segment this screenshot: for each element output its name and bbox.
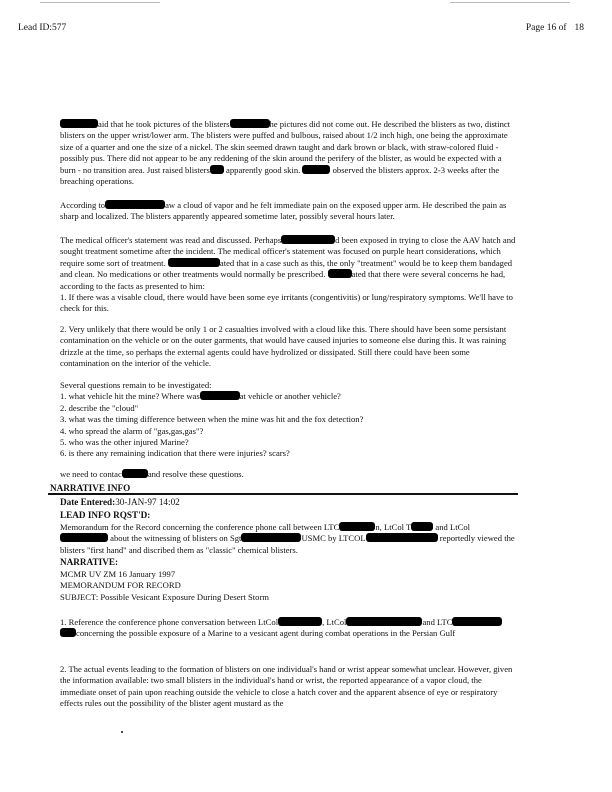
redaction bbox=[452, 617, 502, 626]
redaction bbox=[302, 165, 330, 174]
list-item: 4. who spread the alarm of "gas,gas,gas"? bbox=[60, 425, 204, 436]
section-title-narrative-info: NARRATIVE INFO bbox=[50, 483, 131, 493]
list-item: 1. what vehicle hit the mine? Where was at vehicle or another vehicle? bbox=[60, 391, 341, 402]
scan-edge-line bbox=[40, 2, 160, 3]
redaction bbox=[168, 258, 220, 267]
memo-header-line: SUBJECT: Possible Vesicant Exposure During Desert Storm bbox=[60, 591, 269, 602]
memo-header-line: MCMR UV ZM 16 January 1997 bbox=[60, 568, 176, 579]
redaction bbox=[241, 533, 301, 542]
paragraph-closing: we need to contac and resolve these questions. bbox=[60, 469, 244, 479]
redaction bbox=[200, 391, 240, 400]
redaction bbox=[60, 628, 76, 637]
questions-list bbox=[60, 380, 518, 460]
page-label: Page 16 of bbox=[525, 23, 567, 33]
redaction bbox=[122, 469, 148, 478]
scan-speck bbox=[121, 731, 123, 733]
paragraph-vapor-cloud: According to aw a cloud of vapor and he felt immediate pain on the exposed upper arm. He described the pain as sharp and localized. The blisters apparently appeared sometime later, possibly several hours later. bbox=[60, 200, 507, 222]
redaction bbox=[281, 235, 335, 244]
redaction bbox=[60, 533, 108, 542]
redaction bbox=[366, 533, 438, 542]
lead-info-requested: LEAD INFO RQST'D: bbox=[60, 509, 151, 520]
list-item: 3. what was the timing difference between when the mine was hit and the fox detection? bbox=[60, 414, 364, 425]
questions-intro: Several questions remain to be investigated: bbox=[60, 380, 212, 390]
date-entered: Date Entered:30-JAN-97 14:02 bbox=[60, 497, 180, 507]
narrative-section bbox=[60, 496, 518, 603]
paragraph-blister-description: aid that he took pictures of the blisters he pictures did not come out. He described the blisters as two, distinct blisters on the upper wrist/lower arm. The blisters were puffed and bulbous, raised about 1/2 inch high, one being the approximate size of a quarter and one the size of a nickel. The skin seemed drawn taught and dark brown or black, with straw-colored fluid - possibly pus. There did not appear to be any reddening of the skin around the perifery of the blister, as would be expected with a burn - no transition area. Just raised blisters apparently good skin. observed the blisters approx. 2-3 weeks after the breaching operations. bbox=[60, 119, 511, 187]
page-number bbox=[526, 23, 584, 33]
narrative-label: NARRATIVE: bbox=[60, 557, 119, 568]
paragraph-actual-events: 2. The actual events leading to the formation of blisters on one individual's hand or wrist appear somewhat unclear. However, given the information available: two small blisters in the individual's hand or wrist, the reported appearance of a vapor cloud, the immediate onset of pain upon reaching outside the vehicle to close a hatch cover and the apparent absence of eye or respiratory effects rules out the possibility of the blister agent mustard as the bbox=[60, 664, 513, 709]
paragraph-medical-officer: The medical officer's statement was read and discussed. Perhaps d been exposed in trying to close the AAV hatch and sought treatment sometime after the incident. The medical officer's statement was focused on purple heart considerations, which require some sort of treatment. ated that in a case such as this, the only "treatment" would be to keep them bandaged and clean. No medications or other treatments would normally be prescribed. ated that there were several concerns he had, according to the facts as presented to him: 1. If there was a visable cloud, there would have been some eye irritants (congentivitis) or lung/respiratory symptoms. We'll have to check for this. bbox=[60, 235, 516, 314]
redaction bbox=[230, 119, 270, 128]
redaction bbox=[339, 522, 375, 531]
redaction bbox=[411, 522, 433, 531]
list-item: 6. is there any remaining indication that there were injuries? scars? bbox=[60, 448, 290, 459]
page-total: 18 bbox=[574, 23, 584, 33]
redaction bbox=[346, 617, 422, 626]
redaction bbox=[60, 119, 98, 128]
redaction bbox=[328, 269, 352, 278]
scan-edge-line bbox=[450, 2, 570, 3]
memo-header-line: MEMORANDUM FOR RECORD bbox=[60, 580, 181, 591]
redaction bbox=[210, 165, 224, 174]
paragraph-casualties: 2. Very unlikely that there would be only 1 or 2 casualties involved with a cloud like this. There should have been some persistant contamination on the vehicle or on the outer garments, that would have caused injuries to someone else during this. It was raining drizzle at the time, so perhaps the external agents could have hydrolized or dissipated. Still there could have been some contamination on the interior of the vehicle. bbox=[60, 324, 507, 369]
redaction bbox=[105, 200, 165, 209]
section-divider bbox=[48, 493, 518, 495]
memo-paragraph: Memorandum for the Record concerning the conference phone call between LTC n, LtCol T and LtCol about the witnessing of blisters on Sgt USMC by LTCOL reportedly viewed the blisters "first hand" and discribed them as "classic" chemical blisters. bbox=[60, 522, 515, 555]
list-item: 2. describe the "cloud" bbox=[60, 402, 139, 413]
lead-id: Lead ID:577 bbox=[18, 23, 67, 33]
list-item: 5. who was the other injured Marine? bbox=[60, 437, 189, 448]
paragraph-reference: 1. Reference the conference phone conversation between LtCol , LtCol and LTC concerning the possible exposure of a Marine to a vesicant agent during combat operations in the Persian Gulf bbox=[60, 617, 518, 640]
redaction bbox=[278, 617, 322, 626]
